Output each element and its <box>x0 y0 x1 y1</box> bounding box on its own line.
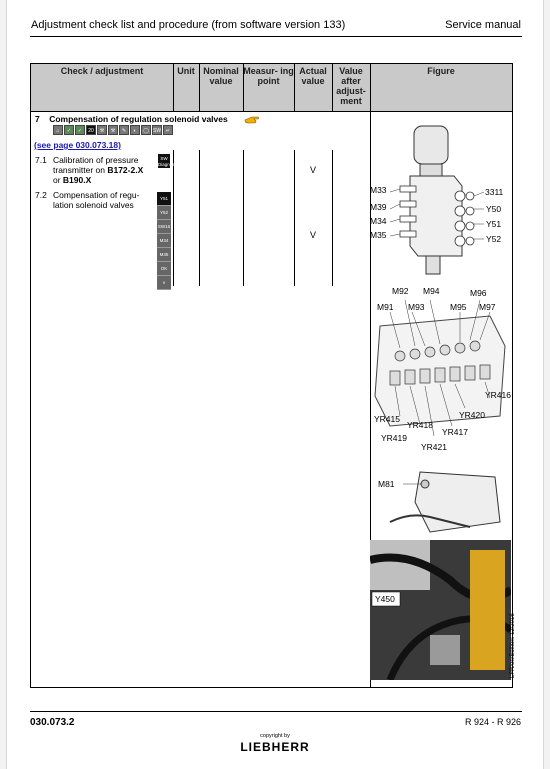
figure-label: Y52 <box>486 234 502 244</box>
copyright-text: copyright by <box>260 733 290 739</box>
figure-label: YR421 <box>421 442 447 452</box>
figure-label: M39 <box>370 202 387 212</box>
item-line: lation solenoid valves <box>53 200 134 210</box>
col-actual-value: Actual value <box>299 66 327 86</box>
item-text <box>53 155 143 185</box>
chevron-down-icon[interactable]: v <box>157 276 171 290</box>
divider <box>243 64 244 111</box>
diagnose-icon[interactable]: SW Diagnose <box>158 156 178 167</box>
figure-label: Y450 <box>375 594 395 604</box>
figure-m81 <box>370 467 511 537</box>
item-line: Calibration of pressure <box>53 155 139 165</box>
item-number: 7.1 <box>35 155 47 165</box>
pointing-hand-icon <box>244 114 260 124</box>
edition-note: LFR/en/Edition: 12/2016 <box>510 613 516 678</box>
m35-icon[interactable]: M35 <box>157 248 171 262</box>
figure-label: YR417 <box>442 427 468 437</box>
figure-y450-photo <box>370 540 511 680</box>
figure-label: M96 <box>470 288 487 298</box>
vertical-icon-column <box>157 192 171 290</box>
section-number: 7 <box>35 114 40 124</box>
divider <box>332 150 333 286</box>
figure-label: M93 <box>408 302 425 312</box>
header-title: Adjustment check list and procedure (from software version 133) <box>31 19 346 31</box>
page-number: 030.073.2 <box>30 717 75 728</box>
figure-label: M94 <box>423 286 440 296</box>
figure-label: YR420 <box>459 410 485 420</box>
sw16-icon[interactable]: SW16 <box>157 220 171 234</box>
col-check-adjustment: Check / adjustment <box>60 66 144 76</box>
wrench-icon[interactable]: ⚒ <box>97 125 107 135</box>
gauge-icon[interactable]: ◐ <box>130 125 140 135</box>
col-nominal-value: Nominal value <box>203 66 239 86</box>
figure-label: M35 <box>370 230 387 240</box>
col-unit: Unit <box>177 66 195 76</box>
figure-label: M97 <box>479 302 496 312</box>
actual-value-mark: V <box>310 230 317 240</box>
home-icon[interactable]: ⌂ <box>53 125 63 135</box>
divider <box>294 64 295 111</box>
divider <box>173 150 174 286</box>
figure-label: Y50 <box>486 204 502 214</box>
model-range: R 924 - R 926 <box>464 717 521 727</box>
figure-label: Y51 <box>486 219 502 229</box>
figure-label: YR415 <box>374 414 400 424</box>
y52-icon[interactable]: Y52 <box>157 206 171 220</box>
figure-label: YR418 <box>407 420 433 430</box>
figure-label: 3311 <box>485 187 504 197</box>
col-figure: Figure <box>427 66 455 76</box>
m34-icon[interactable]: M34 <box>157 234 171 248</box>
divider <box>199 150 200 286</box>
divider <box>332 64 333 111</box>
divider <box>173 64 174 111</box>
figure-label: M33 <box>370 185 387 195</box>
footer-divider <box>30 711 522 712</box>
y51-icon[interactable]: Y51 <box>157 192 171 206</box>
page-reference-link[interactable]: (see page 030.073.18) <box>34 140 121 150</box>
figure-label: YR419 <box>381 433 407 443</box>
tool-icon[interactable]: ✎ <box>119 125 129 135</box>
document-page <box>6 0 544 769</box>
item-line: or B190.X <box>53 175 92 185</box>
item-line: transmitter on B172-2.X <box>53 165 144 175</box>
clock-icon[interactable]: ◯ <box>141 125 151 135</box>
figure-label: YR416 <box>485 390 511 400</box>
figure-manifold <box>370 286 511 461</box>
figure-label: M34 <box>370 216 387 226</box>
item-number: 7.2 <box>35 190 47 200</box>
divider <box>199 64 200 111</box>
figure-label: M92 <box>392 286 409 296</box>
ok-icon[interactable]: OK <box>157 262 171 276</box>
tool-icon-row <box>53 125 173 135</box>
figure-valve-block <box>370 116 511 276</box>
check-icon[interactable]: ✓ <box>75 125 85 135</box>
checklist-table <box>30 63 513 688</box>
y450-photo <box>370 540 511 680</box>
figure-label: M95 <box>450 302 467 312</box>
divider <box>243 150 244 286</box>
m81-illustration <box>370 467 511 537</box>
arrow-icon[interactable]: ↵ <box>163 125 173 135</box>
item-line: Compensation of regu- <box>53 190 140 200</box>
col-value-after-adjustment: Value after adjust- ment <box>336 66 366 106</box>
figure-label: M81 <box>378 479 395 489</box>
check-icon[interactable]: ✓ <box>64 125 74 135</box>
wrench-icon[interactable]: ⚒ <box>108 125 118 135</box>
sw16-icon[interactable]: SW <box>152 125 162 135</box>
table-header <box>31 64 512 112</box>
tool-icon[interactable]: 20 <box>86 125 96 135</box>
header-divider <box>30 36 522 37</box>
item-text <box>53 190 139 210</box>
brand-logo: LIEBHERR <box>240 740 310 754</box>
figure-label: M91 <box>377 302 394 312</box>
section-title <box>35 114 228 124</box>
col-measuring-point: Measur- ing point <box>243 66 294 86</box>
header-manual-label: Service manual <box>445 19 521 31</box>
section-title-text: Compensation of regulation solenoid valves <box>49 114 228 124</box>
actual-value-mark: V <box>310 165 317 175</box>
divider <box>294 150 295 286</box>
